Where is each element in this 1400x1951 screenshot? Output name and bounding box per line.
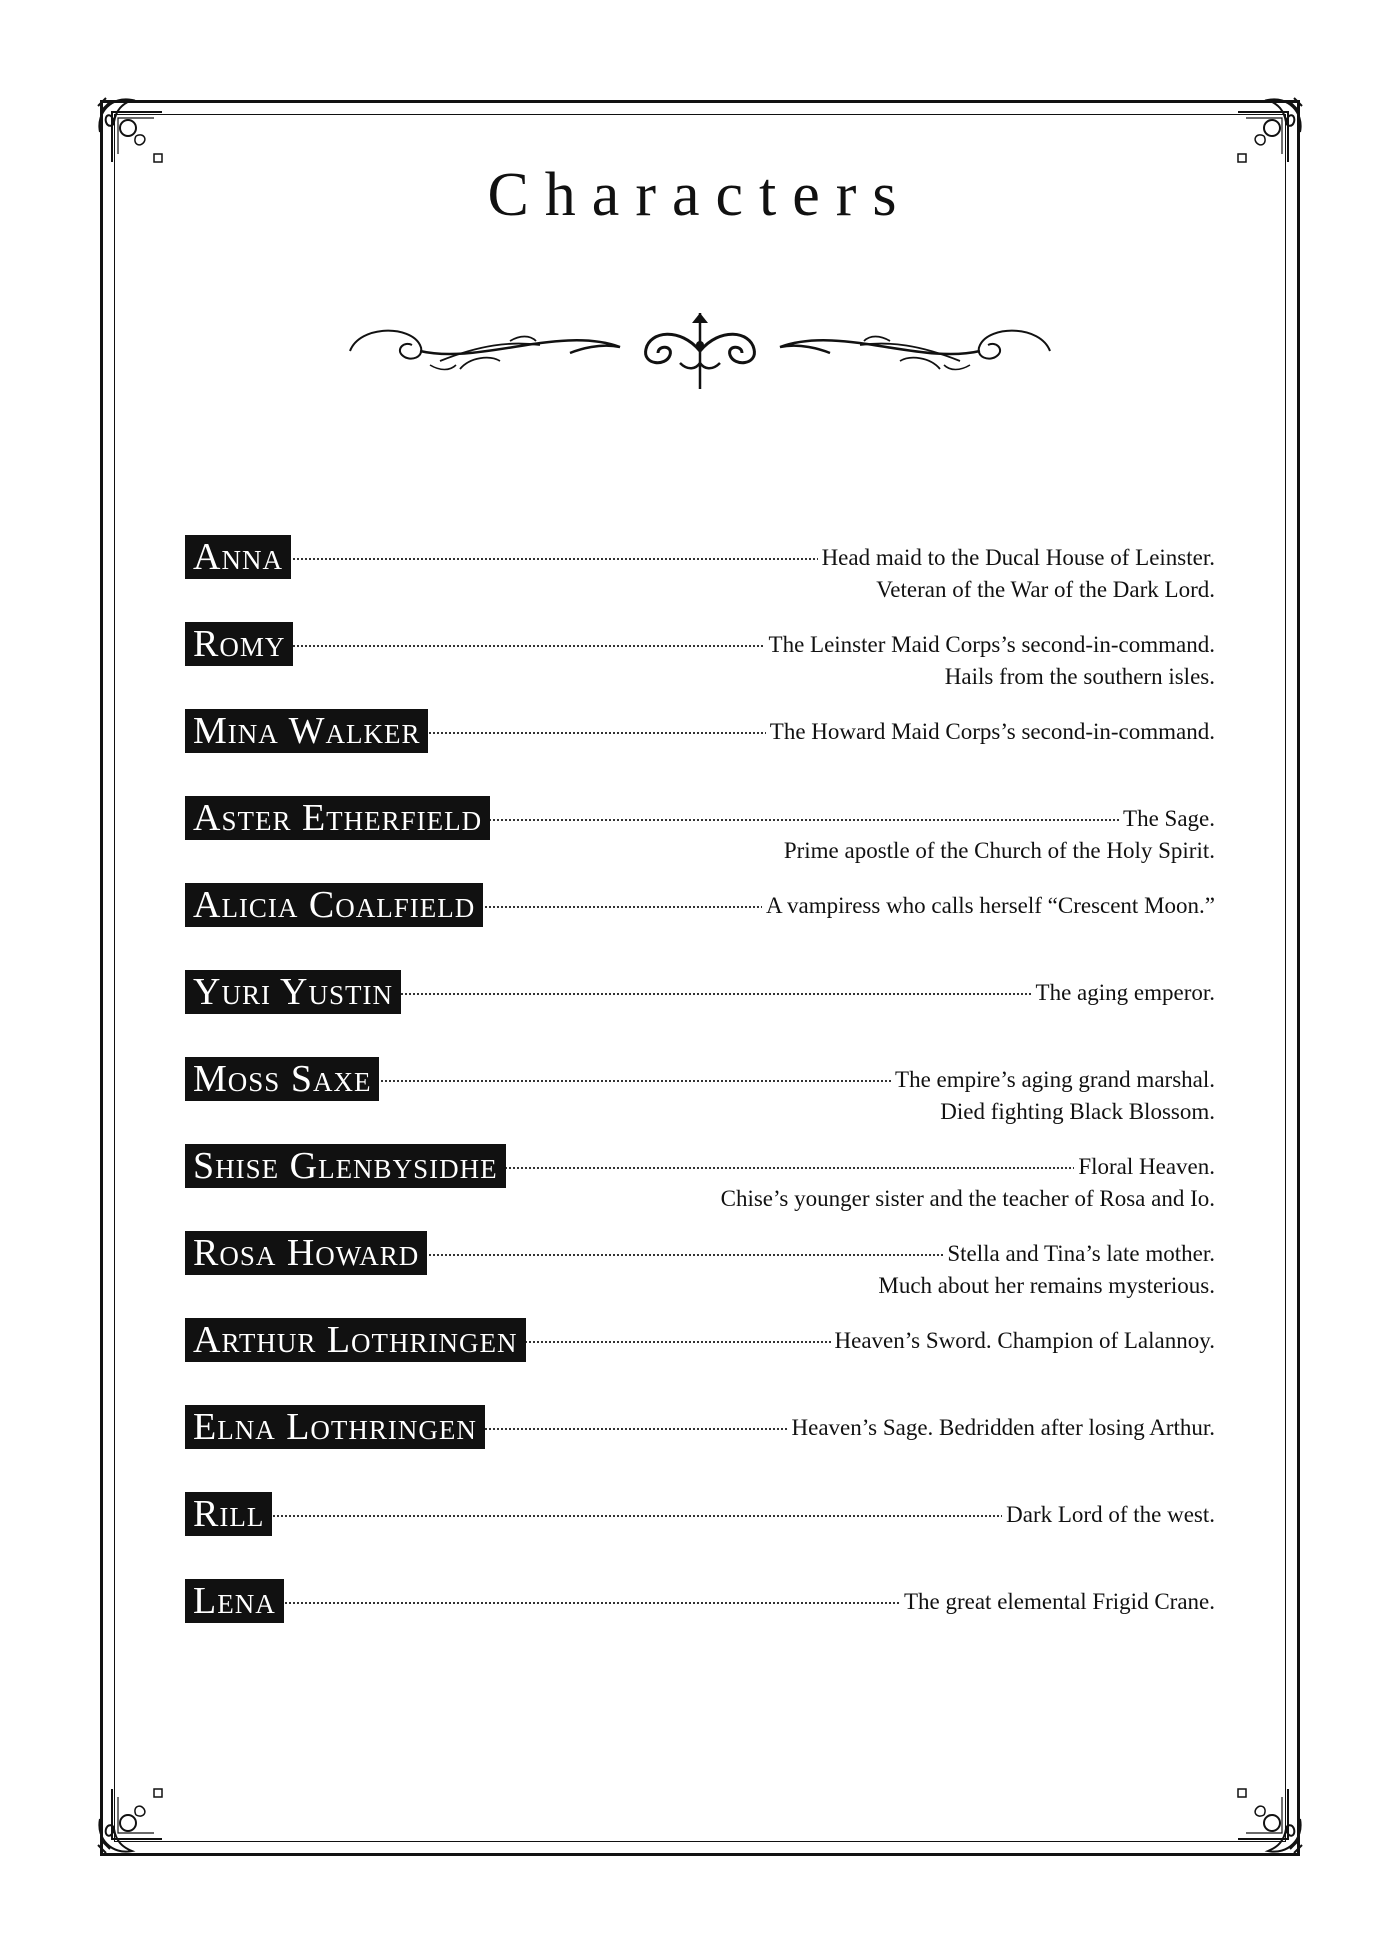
character-entry — [185, 622, 1215, 708]
character-name: Elna Lothringen — [185, 1405, 485, 1449]
character-description: Heaven’s Sage. Bedridden after losing Arthur. — [788, 1413, 1215, 1443]
character-entry — [185, 1579, 1215, 1665]
character-description: Floral Heaven. — [1074, 1152, 1215, 1182]
character-name: Mina Walker — [185, 709, 428, 753]
character-entry — [185, 970, 1215, 1056]
character-description-continued: Prime apostle of the Church of the Holy Spirit. — [783, 838, 1215, 863]
character-description: The aging emperor. — [1032, 978, 1215, 1008]
character-description: Dark Lord of the west. — [1002, 1500, 1215, 1530]
character-entry — [185, 1057, 1215, 1143]
character-description: The Sage. — [1119, 804, 1215, 834]
character-name: Lena — [185, 1579, 284, 1623]
character-description: The great elemental Frigid Crane. — [900, 1587, 1215, 1617]
character-name: Anna — [185, 535, 291, 579]
character-name: Rill — [185, 1492, 272, 1536]
character-description: A vampiress who calls herself “Crescent Moon.” — [762, 891, 1215, 921]
character-description: Heaven’s Sword. Champion of Lalannoy. — [831, 1326, 1216, 1356]
character-name: Rosa Howard — [185, 1231, 427, 1275]
character-name: Moss Saxe — [185, 1057, 379, 1101]
character-entry — [185, 1144, 1215, 1230]
character-entry — [185, 1318, 1215, 1404]
character-description: The Leinster Maid Corps’s second-in-command. — [765, 630, 1215, 660]
character-description: Head maid to the Ducal House of Leinster. — [818, 543, 1215, 573]
character-name: Yuri Yustin — [185, 970, 401, 1014]
character-description: The Howard Maid Corps’s second-in-command. — [766, 717, 1215, 747]
character-entry — [185, 1231, 1215, 1317]
character-entry — [185, 1405, 1215, 1491]
character-name: Alicia Coalfield — [185, 883, 483, 927]
character-entry — [185, 1492, 1215, 1578]
character-description: The empire’s aging grand marshal. — [891, 1065, 1215, 1095]
flourish-divider-icon — [340, 305, 1060, 397]
character-name: Aster Etherfield — [185, 796, 490, 840]
character-name: Arthur Lothringen — [185, 1318, 526, 1362]
character-description-continued: Died fighting Black Blossom. — [940, 1099, 1215, 1124]
corner-ornament-icon — [1218, 1769, 1308, 1859]
character-name: Shise Glenbysidhe — [185, 1144, 506, 1188]
character-entry — [185, 883, 1215, 969]
character-description-continued: Hails from the southern isles. — [944, 664, 1215, 689]
character-description-continued: Much about her remains mysterious. — [878, 1273, 1215, 1298]
character-description-continued: Chise’s younger sister and the teacher of Rosa and Io. — [720, 1186, 1215, 1211]
corner-ornament-icon — [92, 1769, 182, 1859]
character-entry — [185, 796, 1215, 882]
character-description-continued: Veteran of the War of the Dark Lord. — [876, 577, 1215, 602]
character-entry — [185, 535, 1215, 621]
character-entry — [185, 709, 1215, 795]
page-title: Characters — [487, 161, 913, 229]
character-name: Romy — [185, 622, 293, 666]
character-description: Stella and Tina’s late mother. — [943, 1239, 1215, 1269]
